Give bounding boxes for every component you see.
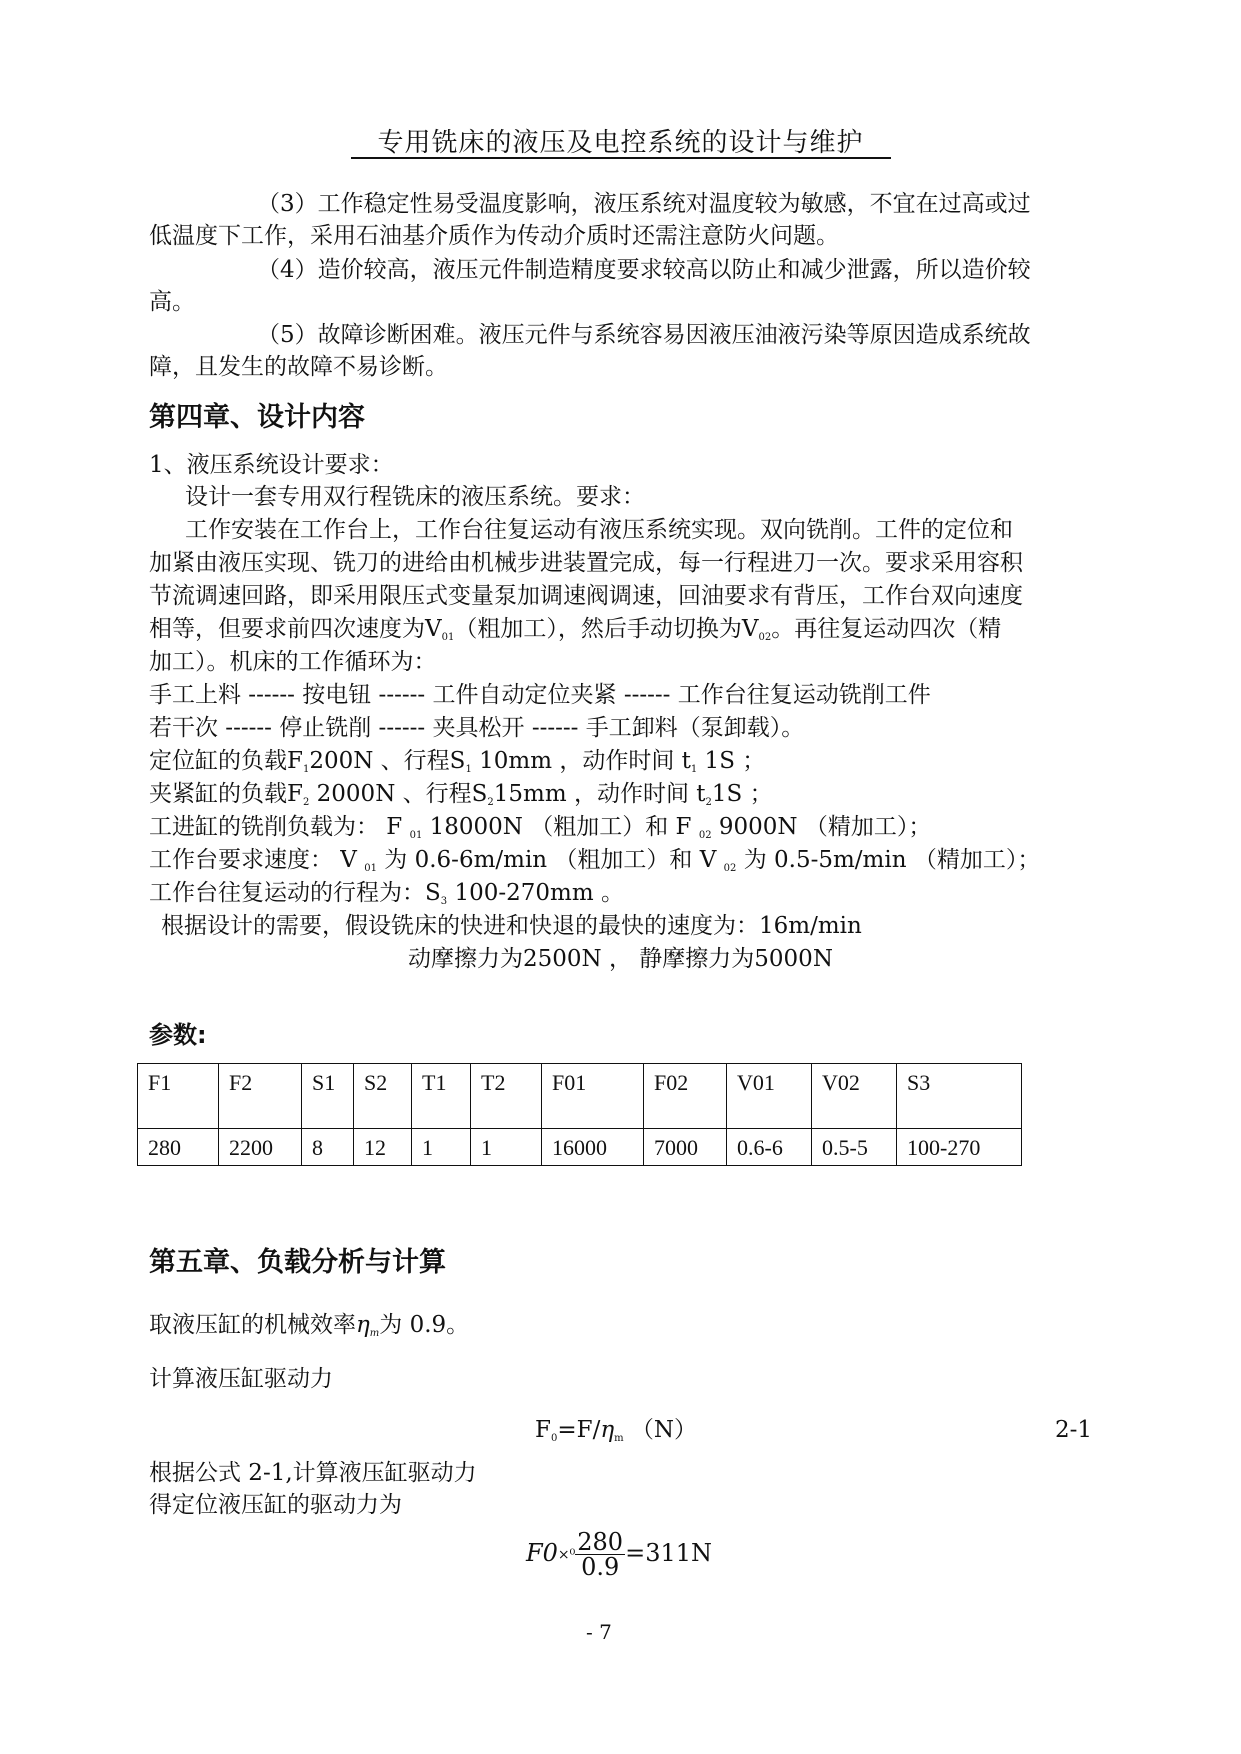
item-4-line1: （4）造价较高，液压元件制造精度要求较高以防止和减少泄露，所以造价较 [257,257,1031,283]
param-value: 16000 [542,1129,644,1166]
param-value: 7000 [644,1129,727,1166]
item-5-line1: （5）故障诊断困难。液压元件与系统容易因液压油液污染等原因造成系统故 [257,322,1031,348]
design-para-line3: 节流调速回路，即采用限压式变量泵加调速阀调速，回油要求有背压，工作台双向速度 [149,583,1023,609]
design-para-line2: 加紧由液压实现、铣刀的进给由机械步进装置完成，每一行程进刀一次。要求采用容积 [149,550,1023,576]
design-para-line5: 加工）。机床的工作循环为： [149,649,437,675]
locate-force-text: 得定位液压缸的驱动力为 [149,1492,402,1518]
chapter-5-title: 第五章、负载分析与计算 [149,1247,446,1278]
page-header-title: 专用铣床的液压及电控系统的设计与维护 [377,128,864,158]
feed-cylinder-load: 工进缸的铣削负载为： F $_{01}$ 18000N （粗加工）和 F $_{02}$ 9000N （精加工）； [149,814,932,841]
param-value: 0.5-5 [812,1129,897,1166]
work-cycle-line2: 若干次 ------ 停止铣削 ------ 夹具松开 ------ 手工卸料（泵卸载）。 [149,715,805,741]
item-5-line2: 障，且发生的故障不易诊断。 [149,354,448,380]
item-3-line1: （3）工作稳定性易受温度影响，液压系统对温度较为敏感，不宜在过高或过 [257,191,1031,217]
param-header: T1 [412,1064,471,1129]
by-formula-text: 根据公式 2-1,计算液压缸驱动力 [149,1460,477,1486]
param-value: 12 [354,1129,412,1166]
locate-force-calc: F0×⁰ $\frac{280}{0.9}$ =311N [526,1528,712,1581]
design-requirement-heading: 1、液压系统设计要求： [149,452,394,478]
param-header: F1 [138,1064,219,1129]
param-value: 100-270 [897,1129,1022,1166]
param-header: S2 [354,1064,412,1129]
param-header: F2 [219,1064,302,1129]
locate-cylinder-load: 定位缸的负载$F_1200N$ 、行程$S_1$ 10mm ，动作时间 $t_1$ 1S ； [149,748,766,775]
param-header: T2 [471,1064,542,1129]
params-header-row [138,1064,1022,1129]
design-intro: 设计一套专用双行程铣床的液压系统。要求： [185,484,645,510]
work-cycle-line1: 手工上料 ------ 按电钮 ------ 工件自动定位夹紧 ------ 工作台往复运动铣削工件 [149,682,931,708]
friction-forces: 动摩擦力为2500N ， 静摩擦力为5000N [408,946,833,972]
fast-speed-assumption: 根据设计的需要，假设铣床的快进和快退的最快的速度为：16m/min [161,913,862,939]
formula-number: 2-1 [1055,1417,1093,1443]
table-stroke: 工作台往复运动的行程为：$S_3$ 100-270mm 。 [149,880,624,907]
design-para-line1: 工作安装在工作台上，工作台往复运动有液压系统实现。双向铣削。工件的定位和 [185,517,1013,543]
drive-force-heading: 计算液压缸驱动力 [149,1366,333,1392]
param-value: 2200 [219,1129,302,1166]
fraction: $\frac{280}{0.9}$ [577,1528,624,1581]
param-header: V01 [727,1064,812,1129]
header-rule [351,157,891,159]
param-value: 280 [138,1129,219,1166]
param-header: F01 [542,1064,644,1129]
param-value: 0.6-6 [727,1129,812,1166]
param-value: 1 [412,1129,471,1166]
table-speed-requirement: 工作台要求速度： V $_{01}$ 为 0.6-6m/min （粗加工）和 V $_{02}$ 为 0.5-5m/min （精加工）； [149,847,1041,874]
chapter-4-title: 第四章、设计内容 [149,402,365,433]
params-title: 参数: [149,1021,207,1049]
params-value-row [138,1129,1022,1166]
param-header: S3 [897,1064,1022,1129]
mechanical-efficiency: 取液压缸的机械效率$\eta_m$为 0.9。 [149,1312,470,1339]
page-number: - 7 [586,1620,612,1644]
param-value: 1 [471,1129,542,1166]
param-header: V02 [812,1064,897,1129]
param-value: 8 [302,1129,354,1166]
item-3-line2: 低温度下工作，采用石油基介质作为传动介质时还需注意防火问题。 [149,223,839,249]
param-header: F02 [644,1064,727,1129]
param-header: S1 [302,1064,354,1129]
clamp-cylinder-load: 夹紧缸的负载$F_2$ 2000N 、行程$S_215mm$ ，动作时间 $t_21S$ ； [149,781,773,808]
formula-2-1: $F_0=F/\eta_m$ （N） [535,1417,698,1444]
item-4-line2: 高。 [149,289,195,315]
design-para-line4: 相等，但要求前四次速度为$V_{01}$（粗加工），然后手动切换为$V_{02}$。再往复运动四次（精 [149,616,1002,643]
params-table [137,1063,1022,1166]
